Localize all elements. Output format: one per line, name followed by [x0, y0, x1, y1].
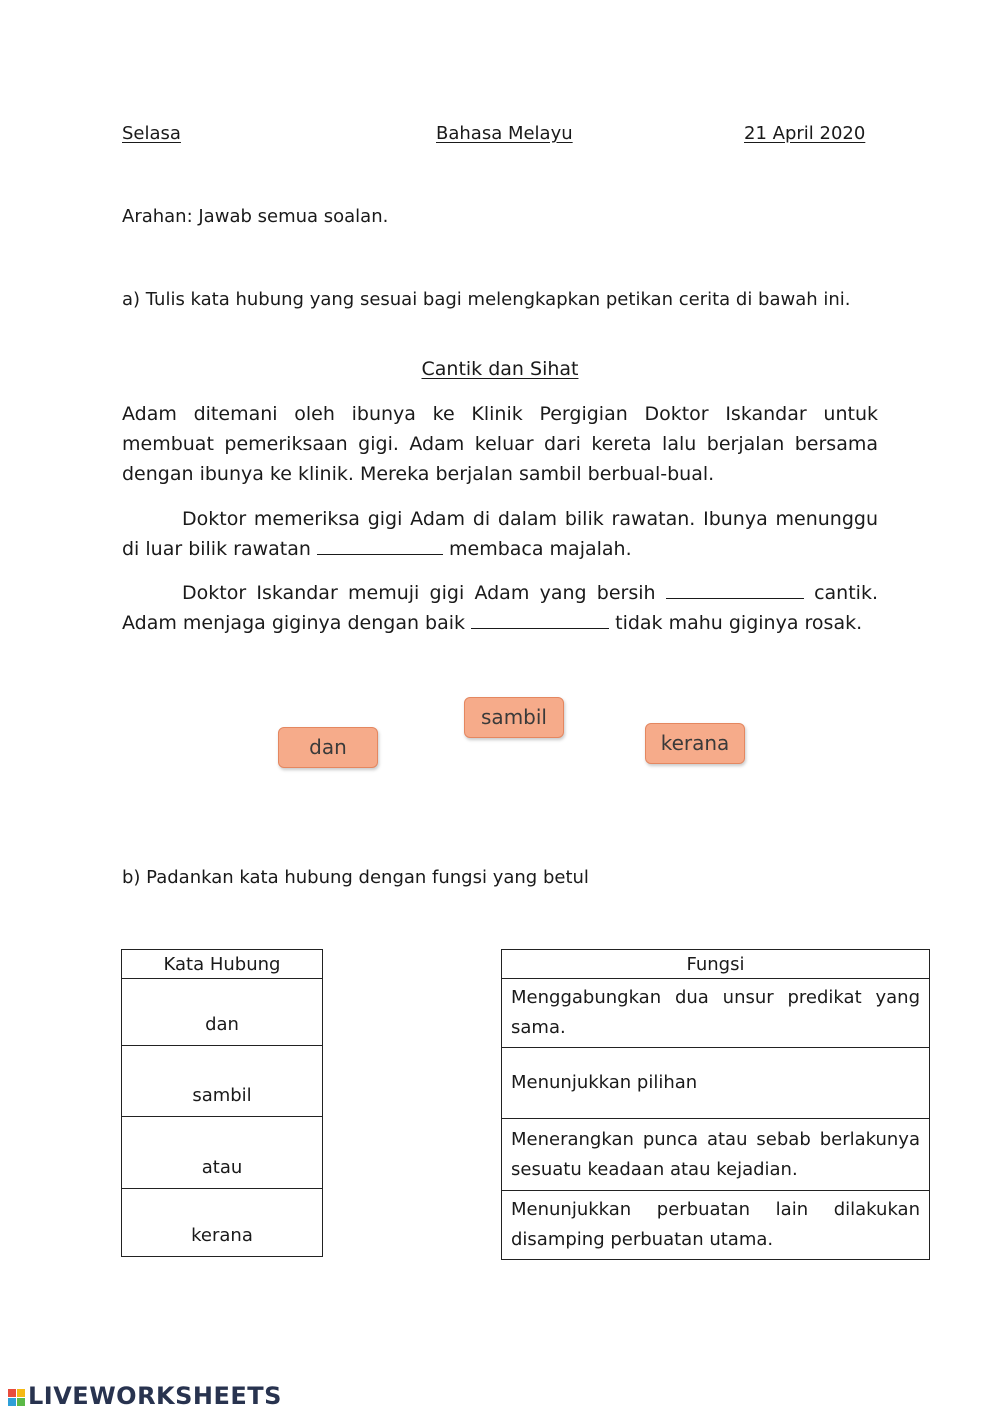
- story-title: Cantik dan Sihat: [421, 358, 579, 380]
- instruction: Arahan: Jawab semua soalan.: [122, 206, 389, 227]
- fungsi-table: [501, 949, 930, 1260]
- fungsi-header: Fungsi: [502, 950, 930, 979]
- para2-text-a: Doktor memeriksa gigi Adam di dalam bilik rawatan. Ibunya menunggu di luar bilik rawatan: [122, 508, 878, 560]
- story-paragraph-2: [122, 504, 878, 564]
- section-a-question: a) Tulis kata hubung yang sesuai bagi melengkapkan petikan cerita di bawah ini.: [122, 289, 851, 310]
- para2-text-b: membaca majalah.: [449, 538, 632, 560]
- header-date: 21 April 2020: [744, 123, 866, 144]
- para3-text-b: cantik. Adam menjaga giginya dengan baik: [122, 582, 878, 634]
- answer-blank-1[interactable]: [317, 537, 443, 555]
- story-paragraph-1: Adam ditemani oleh ibunya ke Klinik Pergigian Doktor Iskandar untuk membuat pemeriksaan gigi. Adam keluar dari kereta lalu berjalan bersama dengan ibunya ke klinik. Mereka berjalan sambil berbual-bual.: [122, 403, 878, 485]
- fungsi-item[interactable]: Menerangkan punca atau sebab berlakunya sesuatu keadaan atau kejadian.: [502, 1119, 930, 1191]
- kata-hubung-header: Kata Hubung: [122, 950, 323, 979]
- kata-hubung-item[interactable]: atau: [122, 1117, 323, 1189]
- kata-hubung-item[interactable]: dan: [122, 979, 323, 1046]
- kata-hubung-table: [121, 949, 323, 1257]
- section-b-question: b) Padankan kata hubung dengan fungsi yang betul: [122, 867, 589, 888]
- kata-hubung-item[interactable]: sambil: [122, 1046, 323, 1117]
- para3-text-a: Doktor Iskandar memuji gigi Adam yang bersih: [182, 582, 656, 604]
- brand-name: LIVEWORKSHEETS: [28, 1382, 282, 1410]
- fungsi-item[interactable]: Menggabungkan dua unsur predikat yang sama.: [502, 979, 930, 1048]
- liveworksheets-grid-icon: [8, 1389, 25, 1406]
- answer-blank-2[interactable]: [666, 581, 804, 599]
- option-chip-kerana[interactable]: kerana: [645, 723, 745, 764]
- option-chip-dan[interactable]: dan: [278, 727, 378, 768]
- answer-blank-3[interactable]: [471, 611, 609, 629]
- fungsi-item[interactable]: Menunjukkan perbuatan lain dilakukan disamping perbuatan utama.: [502, 1191, 930, 1260]
- option-chip-sambil[interactable]: sambil: [464, 697, 564, 738]
- kata-hubung-item[interactable]: kerana: [122, 1189, 323, 1257]
- liveworksheets-logo: [8, 1382, 282, 1410]
- para3-text-c: tidak mahu giginya rosak.: [615, 612, 863, 634]
- fungsi-item[interactable]: Menunjukkan pilihan: [502, 1048, 930, 1119]
- story-paragraph-3: [122, 578, 878, 638]
- header-day: Selasa: [122, 123, 181, 144]
- header-subject: Bahasa Melayu: [436, 123, 573, 144]
